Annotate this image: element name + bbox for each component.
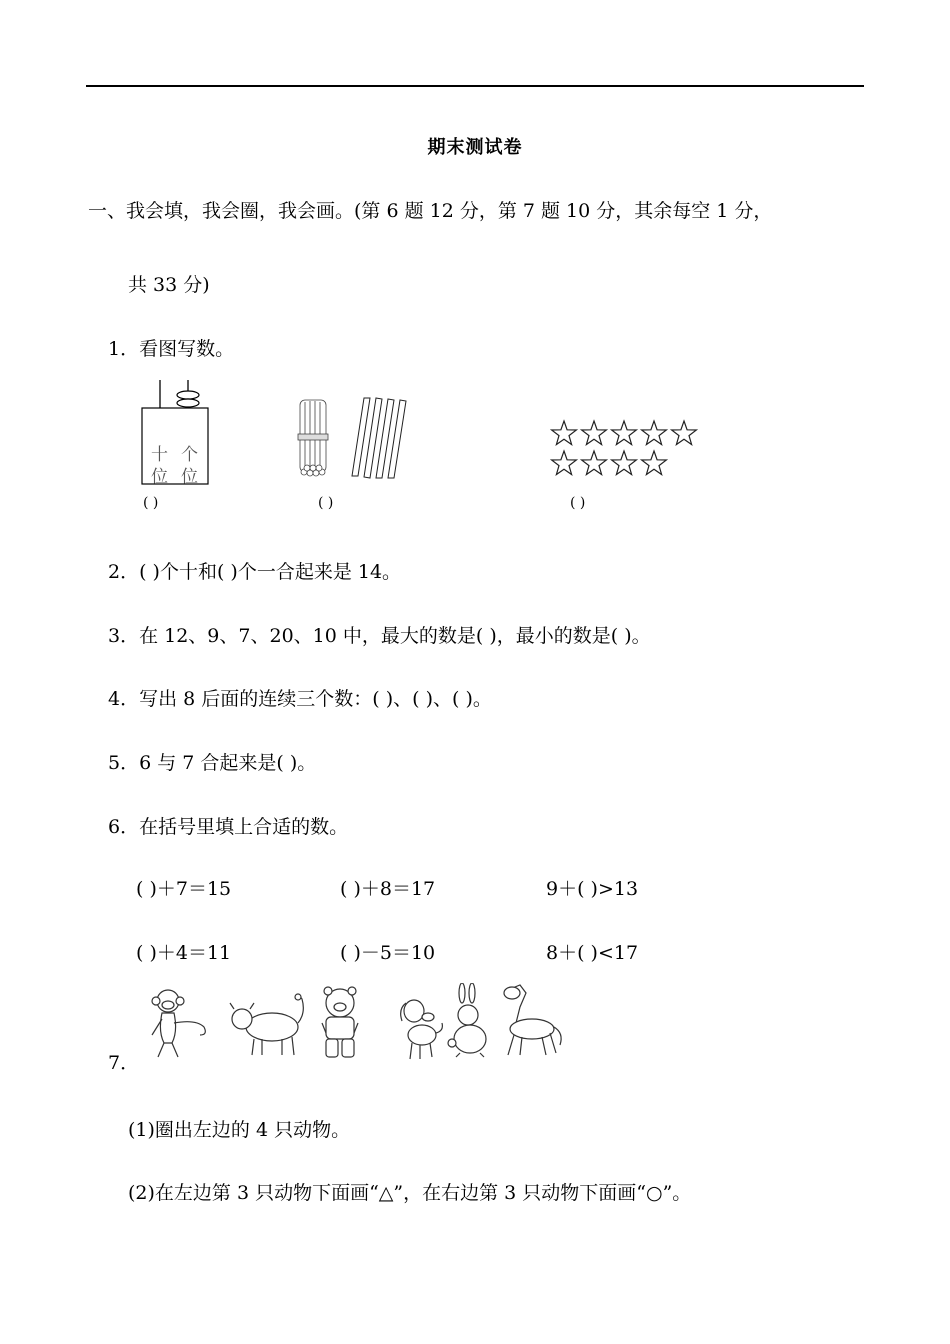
stick-bundle [298, 400, 328, 476]
loose-sticks [352, 398, 406, 478]
question-7-sub2: (2)在左边第 3 只动物下面画“△”，在右边第 3 只动物下面画“○”。 [128, 1182, 692, 1204]
section-heading-line2: 共 33 分) [128, 274, 210, 296]
rabbit-icon [448, 983, 486, 1057]
monkey-icon [152, 990, 205, 1057]
abacus-tens-top: 十 [151, 445, 168, 465]
answer-blank-abacus[interactable]: ( ) [143, 495, 159, 511]
answer-blank-sticks[interactable]: ( ) [318, 495, 334, 511]
question-4: 4．写出 8 后面的连续三个数：( )、( )、( )。 [108, 688, 492, 710]
abacus-tens-bottom: 位 [151, 467, 168, 487]
abacus-bead [177, 391, 199, 399]
question-7-sub1: (1)圈出左边的 4 只动物。 [128, 1119, 351, 1141]
equation: ( )＋7＝15 [136, 878, 232, 900]
star [672, 421, 697, 445]
equation: 9＋( )>13 [546, 878, 639, 900]
equation: ( )＋8＝17 [340, 878, 436, 900]
star [552, 421, 577, 445]
page-title: 期末测试卷 [427, 137, 523, 158]
equation: ( )－5＝10 [340, 942, 436, 964]
star [582, 451, 607, 475]
equation: ( )＋4＝11 [136, 942, 232, 964]
question-6: 6．在括号里填上合适的数。 [108, 816, 349, 838]
section-heading-line1: 一、我会填，我会圈，我会画。(第 6 题 12 分，第 7 题 10 分，其余每空 1 分， [88, 200, 773, 222]
star [552, 451, 577, 475]
cow-icon [230, 994, 303, 1055]
star [612, 421, 637, 445]
horse-icon [504, 985, 561, 1055]
abacus-ones-top: 个 [181, 445, 198, 465]
abacus-ones-bottom: 位 [181, 467, 198, 487]
stars-figure [548, 418, 704, 482]
equation: 8＋( )<17 [546, 942, 639, 964]
abacus-figure [138, 378, 218, 488]
question-2: 2．( )个十和( )个一合起来是 14。 [108, 561, 402, 583]
animals-figure [148, 983, 568, 1063]
bear-icon [322, 987, 358, 1057]
star [582, 421, 607, 445]
question-5: 5．6 与 7 合起来是( )。 [108, 752, 317, 774]
star [642, 451, 667, 475]
dog-icon [401, 1000, 443, 1059]
question-3: 3．在 12、9、7、20、10 中，最大的数是( )，最小的数是( )。 [108, 625, 651, 647]
sticks-figure [294, 396, 412, 480]
star [642, 421, 667, 445]
question-1: 1．看图写数。 [108, 338, 235, 360]
star [612, 451, 637, 475]
abacus-bead [177, 399, 199, 407]
question-7-number: 7． [108, 1052, 140, 1074]
header-rule [86, 85, 864, 87]
answer-blank-stars[interactable]: ( ) [570, 495, 586, 511]
